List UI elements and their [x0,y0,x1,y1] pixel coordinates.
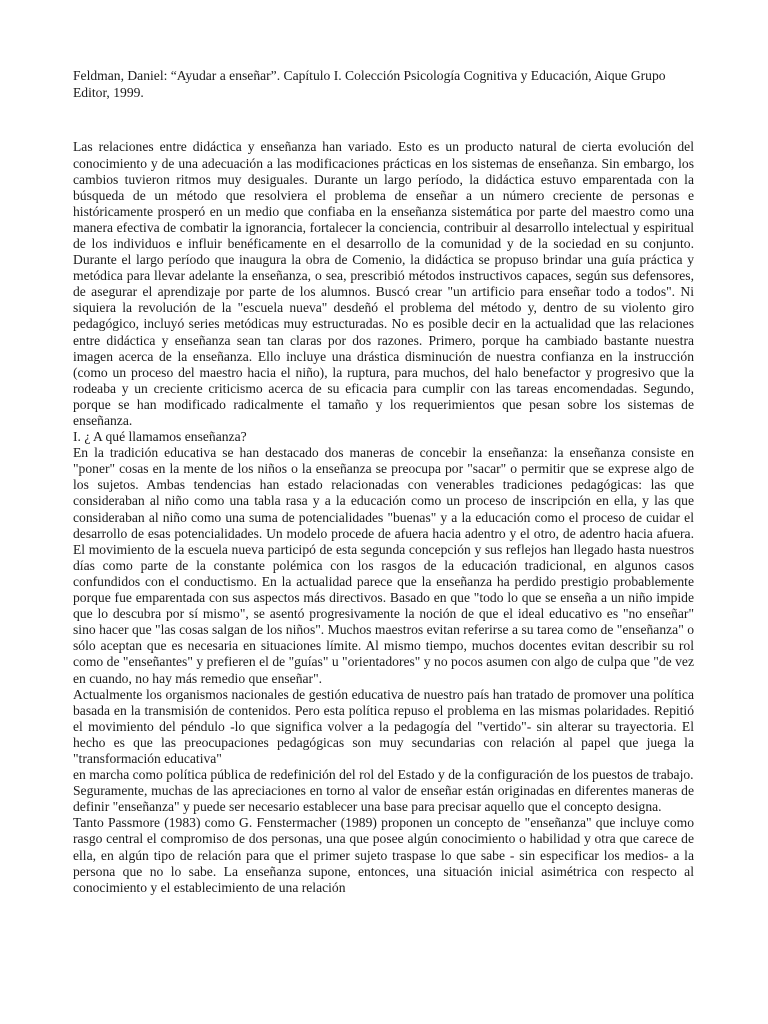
paragraph-seguramente: Seguramente, muchas de las apreciaciones en torno al valor de enseñar están originadas en diferentes maneras de definir "enseñanza" y puede ser necesario establecer una base para precisar aquello que el concepto designa. [73,783,694,815]
bibliographic-citation: Feldman, Daniel: “Ayudar a enseñar”. Capítulo I. Colección Psicología Cognitiva y Educación, Aique Grupo Editor, 1999. [73,68,666,101]
paragraph-tradicion: En la tradición educativa se han destacado dos maneras de concebir la enseñanza: la enseñanza consiste en "poner" cosas en la mente de los niños o la enseñanza se preocupa por "sacar" o permitir que se exprese algo de los sujetos. Ambas tendencias han estado relacionadas con venerables tradiciones pedagógicas: las que consideraban al niño como una tabla rasa y a la educación como un proceso de inscripción en ella, y las que consideraban al niño como una suma de potencialidades "buenas" y a la educación como el proceso de cuidar el desarrollo de esas potencialidades. Un modelo procede de afuera hacia adentro y el otro, de adentro hacia afuera. El movimiento de la escuela nueva participó de esta segunda concepción y sus reflejos han llegado hasta nuestros días como parte de la constante polémica con los rasgos de la educación tradicional, en algunos casos confundidos con el conductismo. En la actualidad parece que la enseñanza ha perdido prestigio probablemente porque fue emparentada con sus aspectos más directivos. Basado en que "todo lo que se enseña a un niño impide que lo descubra por sí mismo", se asentó progresivamente la noción de que el ideal educativo es "no enseñar" sino hacer que "las cosas salgan de los niños". Muchos maestros evitan referirse a su tarea como de "enseñanza" o sólo aceptan que es necesaria en situaciones límite. Al mismo tiempo, muchos docentes evitan describir su rol como de "enseñantes" y prefieren el de "guías" u "orientadores" y no pocos asumen con algo de culpa que "de vez en cuando, no hay más remedio que enseñar". [73,445,694,686]
document-body [73,139,694,895]
paragraph-passmore: Tanto Passmore (1983) como G. Fenstermacher (1989) proponen un concepto de "enseñanza" que incluye como rasgo central el compromiso de dos personas, una que posee algún conocimiento o habilidad y otra que carece de ella, en algún tipo de relación para que el primer sujeto traspase lo que sabe - sin especificar los medios- a la persona que no lo sabe. La enseñanza supone, entonces, una situación inicial asimétrica con respecto al conocimiento y el establecimiento de una relación [73,815,694,895]
document-page [73,67,694,896]
section-heading: I. ¿ A qué llamamos enseñanza? [73,429,247,445]
paragraph-intro: Las relaciones entre didáctica y enseñanza han variado. Esto es un producto natural de cierta evolución del conocimiento y de una adecuación a las modificaciones prácticas en los sistemas de enseñanza. Sin embargo, los cambios tuvieron ritmos muy desiguales. Durante un largo período, la didáctica estuvo emparentada con la búsqueda de un método que resolviera el problema de enseñar a un número creciente de personas e históricamente prosperó en un medio que confiaba en la enseñanza sistemática por parte del maestro como una manera efectiva de combatir la ignorancia, fortalecer la conciencia, contribuir al desarrollo intelectual y espiritual de los individuos e influir benéficamente en el desarrollo de la comunidad y de la sociedad en su conjunto. Durante el largo período que inaugura la obra de Comenio, la didáctica se propuso brindar una guía práctica y metódica para llevar adelante la enseñanza, o sea, prescribió métodos instructivos capaces, según sus defensores, de asegurar el aprendizaje por parte de los alumnos. Buscó crear "un artificio para enseñar todo a todos". Ni siquiera la revolución de la "escuela nueva" desdeñó el problema del método y, dentro de su violento giro pedagógico, incluyó series metódicas muy estructuradas. No es posible decir en la actualidad que las relaciones entre didáctica y enseñanza sean tan claras por dos razones. Primero, porque ha cambiado bastante nuestra imagen acerca de la enseñanza. Ello incluye una drástica disminución de nuestra confianza en la instrucción (como un proceso del maestro hacia el niño), la ruptura, para muchos, del halo benefactor y progresivo que la rodeaba y un creciente criticismo acerca de su eficacia para cumplir con las tareas encomendadas. Segundo, porque se han modificado radicalmente el tamaño y los requerimientos que pesan sobre los sistemas de enseñanza. [73,139,694,428]
paragraph-en-marcha: en marcha como política pública de redefinición del rol del Estado y de la configuración de los puestos de trabajo. [73,767,694,783]
paragraph-actualmente: Actualmente los organismos nacionales de gestión educativa de nuestro país han tratado de promover una política basada en la transmisión de contenidos. Pero esta política repuso el problema en las mismas polaridades. Repitió el movimiento del péndulo -lo que significa volver a la pedagogía del "vertido"- sin alterar su trayectoria. El hecho es que las preocupaciones pedagógicas son muy secundarias con relación al papel que juega la "transformación educativa" [73,686,694,766]
